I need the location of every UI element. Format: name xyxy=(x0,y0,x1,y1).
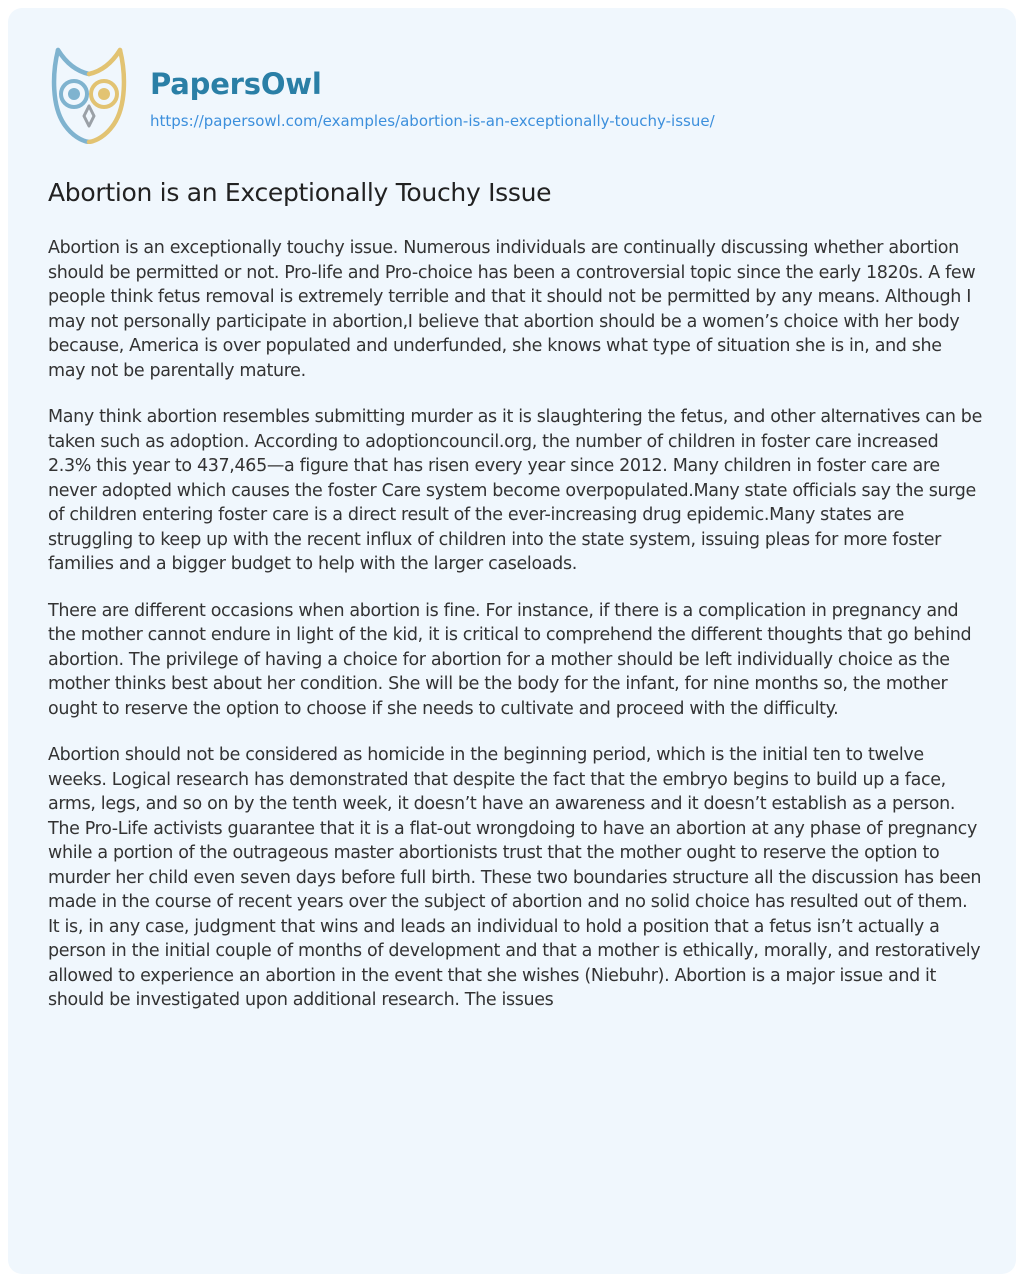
paragraph: Abortion is an exceptionally touchy issue. Numerous individuals are continually discussing whether abortion should be permitted or not. Pro-life and Pro-choice has been a controversial topic since the early 1820s. A few people think fetus removal is extremely terrible and that it should not be permitted by any means. Although I may not personally participate in abortion,I believe that abortion should be a women’s choice with her body because, America is over populated and underfunded, she knows what type of situation she is in, and she may not be parentally mature. xyxy=(48,238,976,381)
brand-block xyxy=(150,67,715,131)
document-card xyxy=(8,8,1016,1274)
brand-name[interactable]: PapersOwl xyxy=(150,67,322,101)
owl-logo-icon xyxy=(50,44,128,144)
article-title: Abortion is an Exceptionally Touchy Issue xyxy=(48,178,552,207)
header xyxy=(50,44,715,144)
paragraph: Many think abortion resembles submitting murder as it is slaughtering the fetus, and other alternatives can be taken such as adoption. According to adoptioncouncil.org, the number of children in foster care increased 2.3% this year to 437,465—a figure that has risen every year since 2012. Many children in foster care are never adopted which causes the foster Care system become overpopulated.Many state officials say the surge of children entering foster care is a direct result of the ever-increasing drug epidemic.Many states are struggling to keep up with the recent influx of children into the state system, issuing pleas for more foster families and a bigger budget to help with the larger caseloads. xyxy=(48,407,982,574)
paragraph: Abortion should not be considered as homicide in the beginning period, which is the initial ten to twelve weeks. Logical research has demonstrated that despite the fact that the embryo begins to build up a face, arms, legs, and so on by the tenth week, it doesn’t have an awareness and it doesn’t establish as a person. The Pro-Life activists guarantee that it is a flat-out wrongdoing to have an abortion at any phase of pregnancy while a portion of the outrageous master abortionists trust that the mother ought to reserve the option to murder her child even seven days before full birth. These two boundaries structure all the discussion has been made in the course of recent years over the subject of abortion and no solid choice has resulted out of them. It is, in any case, judgment that wins and leads an individual to hold a position that a fetus isn’t actually a person in the initial couple of months of development and that a mother is ethically, morally, and restoratively allowed to experience an abortion in the event that she wishes (Niebuhr). Abortion is a major issue and it should be investigated upon additional research. The issues xyxy=(48,745,982,1010)
article-body xyxy=(48,236,983,1035)
source-url[interactable]: https://papersowl.com/examples/abortion-is-an-exceptionally-touchy-issue/ xyxy=(150,112,715,130)
paragraph: There are different occasions when abortion is fine. For instance, if there is a complication in pregnancy and the mother cannot endure in light of the kid, it is critical to comprehend the different thoughts that go behind abortion. The privilege of having a choice for abortion for a mother should be left individually choice as the mother thinks best about her condition. She will be the body for the infant, for nine months so, the mother ought to reserve the option to choose if she needs to cultivate and proceed with the difficulty. xyxy=(48,600,972,719)
